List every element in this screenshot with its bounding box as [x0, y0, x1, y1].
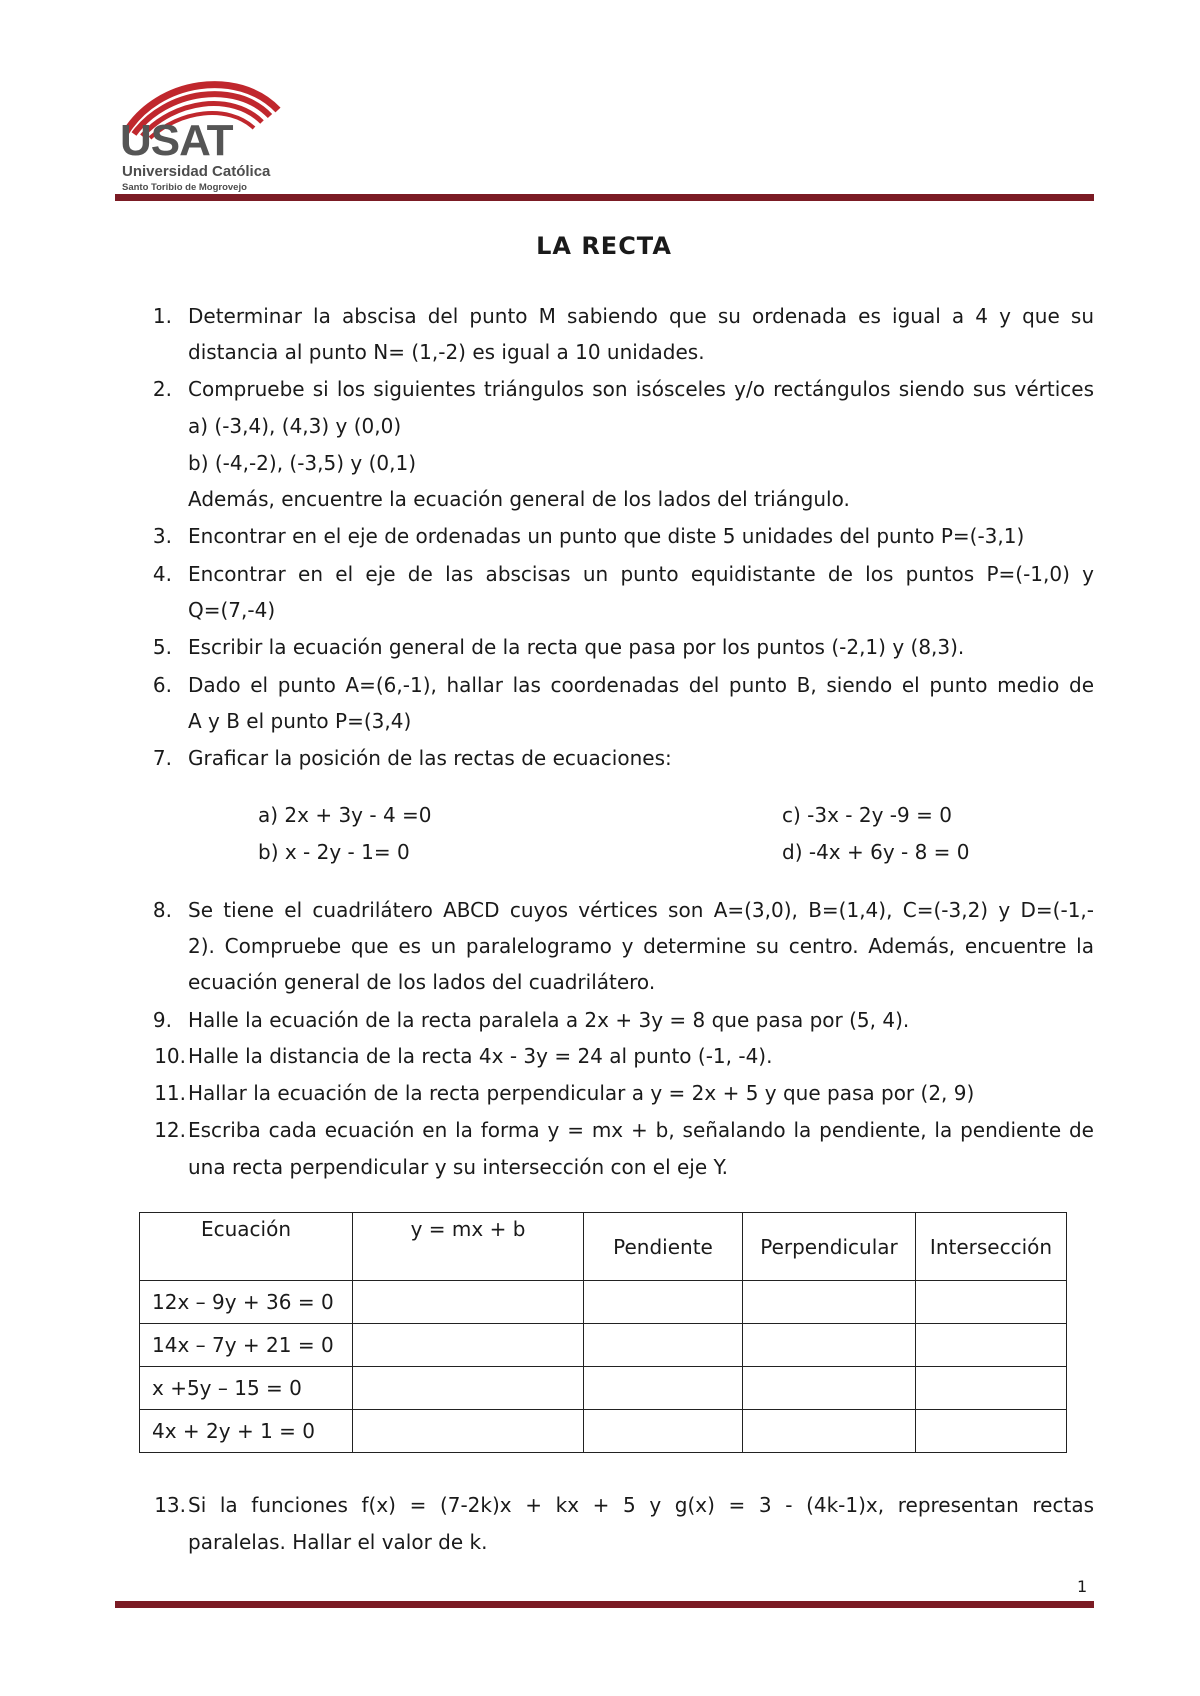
item-text: 2). Compruebe que es un paralelogramo y determine su centro. Además, encuentre la [188, 934, 1094, 958]
item-text: ecuación general de los lados del cuadrilátero. [188, 970, 656, 994]
item-text: Graficar la posición de las rectas de ecuaciones: [188, 746, 672, 770]
item-text: Se tiene el cuadrilátero ABCD cuyos vértices son A=(3,0), B=(1,4), C=(-3,2) y D=(-1,- [188, 898, 1094, 922]
sub-item: a) 2x + 3y - 4 =0 [258, 803, 432, 827]
table-row [140, 1281, 1067, 1324]
blank-cell[interactable] [353, 1324, 584, 1367]
item-text: Dado el punto A=(6,-1), hallar las coordenadas del punto B, siendo el punto medio de [188, 673, 1094, 697]
blank-cell[interactable] [916, 1410, 1067, 1453]
item-text: Además, encuentre la ecuación general de los lados del triángulo. [188, 487, 850, 511]
item-text: Escriba cada ecuación en la forma y = mx + b, señalando la pendiente, la pendiente de [188, 1118, 1094, 1142]
item-number: 2. [152, 377, 172, 401]
item-number: 13. [154, 1493, 186, 1517]
item-number: 5. [152, 635, 172, 659]
item-number: 12. [154, 1118, 186, 1142]
sub-item: b) x - 2y - 1= 0 [258, 840, 410, 864]
item-text: Hallar la ecuación de la recta perpendicular a y = 2x + 5 y que pasa por (2, 9) [188, 1081, 975, 1105]
item-text: Q=(7,-4) [188, 598, 276, 622]
item-text: Halle la distancia de la recta 4x - 3y = 24 al punto (-1, -4). [188, 1044, 773, 1068]
logo-university: Universidad Católica [122, 163, 271, 180]
item-text: Si la funciones f(x) = (7-2k)x + kx + 5 y g(x) = 3 - (4k-1)x, representan rectas [188, 1493, 1094, 1517]
item-number: 7. [152, 746, 172, 770]
item-text: Compruebe si los siguientes triángulos son isósceles y/o rectángulos siendo sus vértices [188, 377, 1094, 401]
header-cell: Pendiente [584, 1213, 743, 1281]
logo-subtitle: Santo Toribio de Mogrovejo [122, 182, 247, 193]
item-text: Encontrar en el eje de ordenadas un punto que diste 5 unidades del punto P=(-3,1) [188, 524, 1025, 548]
item-text: Halle la ecuación de la recta paralela a 2x + 3y = 8 que pasa por (5, 4). [188, 1008, 910, 1032]
blank-cell[interactable] [916, 1324, 1067, 1367]
table-row [140, 1324, 1067, 1367]
item-number: 4. [152, 562, 172, 586]
item-text: distancia al punto N= (1,-2) es igual a 10 unidades. [188, 340, 705, 364]
blank-cell[interactable] [916, 1281, 1067, 1324]
item-text: A y B el punto P=(3,4) [188, 709, 412, 733]
item-number: 9. [152, 1008, 172, 1032]
table-row [140, 1410, 1067, 1453]
item-text: Encontrar en el eje de las abscisas un punto equidistante de los puntos P=(-1,0) y [188, 562, 1094, 586]
equation-cell: x +5y – 15 = 0 [140, 1367, 353, 1410]
blank-cell[interactable] [743, 1281, 916, 1324]
equation-cell: 4x + 2y + 1 = 0 [140, 1410, 353, 1453]
blank-cell[interactable] [353, 1410, 584, 1453]
page-title: LA RECTA [536, 232, 672, 260]
blank-cell[interactable] [916, 1367, 1067, 1410]
blank-cell[interactable] [353, 1281, 584, 1324]
item-text: Escribir la ecuación general de la recta que pasa por los puntos (-2,1) y (8,3). [188, 635, 965, 659]
logo-acronym: USAT [120, 116, 233, 165]
equation-cell: 14x – 7y + 21 = 0 [140, 1324, 353, 1367]
header-cell: Intersección [916, 1213, 1067, 1281]
equations-table [139, 1212, 1067, 1453]
blank-cell[interactable] [743, 1324, 916, 1367]
table-row [140, 1367, 1067, 1410]
blank-cell[interactable] [584, 1410, 743, 1453]
footer-divider [115, 1601, 1094, 1608]
sub-item: b) (-4,-2), (-3,5) y (0,1) [188, 451, 417, 475]
blank-cell[interactable] [584, 1367, 743, 1410]
item-number: 11. [154, 1081, 186, 1105]
usat-logo [118, 70, 288, 193]
header-divider [115, 194, 1094, 201]
header-cell: y = mx + b [353, 1213, 584, 1281]
blank-cell[interactable] [353, 1367, 584, 1410]
sub-item: d) -4x + 6y - 8 = 0 [782, 840, 970, 864]
item-text: una recta perpendicular y su intersección con el eje Y. [188, 1155, 729, 1179]
page-number: 1 [1077, 1577, 1088, 1596]
header-cell: Perpendicular [743, 1213, 916, 1281]
table-header-row [140, 1213, 1067, 1281]
sub-item: c) -3x - 2y -9 = 0 [782, 803, 952, 827]
item-text: Determinar la abscisa del punto M sabiendo que su ordenada es igual a 4 y que su [188, 304, 1094, 328]
item-number: 8. [152, 898, 172, 922]
equation-cell: 12x – 9y + 36 = 0 [140, 1281, 353, 1324]
header-cell: Ecuación [140, 1213, 353, 1281]
blank-cell[interactable] [584, 1281, 743, 1324]
blank-cell[interactable] [584, 1324, 743, 1367]
item-text: paralelas. Hallar el valor de k. [188, 1530, 488, 1554]
sub-item: a) (-3,4), (4,3) y (0,0) [188, 414, 402, 438]
blank-cell[interactable] [743, 1367, 916, 1410]
item-number: 10. [154, 1044, 186, 1068]
item-number: 6. [152, 673, 172, 697]
blank-cell[interactable] [743, 1410, 916, 1453]
item-number: 1. [152, 304, 172, 328]
item-number: 3. [152, 524, 172, 548]
